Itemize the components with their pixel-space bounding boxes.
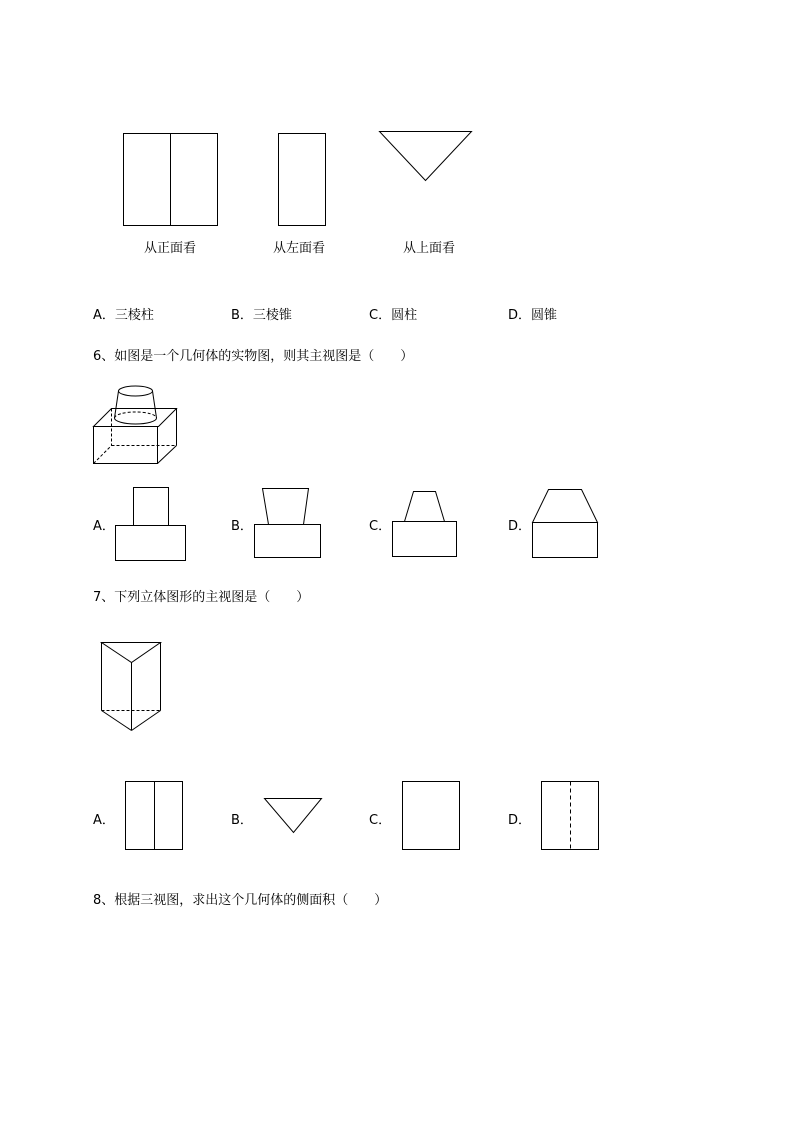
q6-option-d-label[interactable]: D． (508, 519, 532, 534)
q6-option-a-label[interactable]: A． (93, 519, 115, 534)
q6-option-a-figure[interactable] (115, 487, 187, 563)
option-letter: A． (93, 308, 115, 323)
q7-prism-figure (101, 642, 163, 733)
q6-solid-figure (92, 382, 180, 468)
top-view-label: 从上面看 (402, 241, 455, 256)
q7-option-c-label[interactable]: C． (369, 813, 392, 828)
q5-option-b[interactable] (231, 304, 292, 323)
option-text: 圆柱 (391, 308, 418, 323)
q7-option-a-figure[interactable] (125, 781, 184, 852)
top-view-figure (379, 131, 473, 183)
front-view-label: 从正面看 (143, 241, 196, 256)
left-view-label: 从左面看 (272, 241, 325, 256)
q7-option-d-figure[interactable] (541, 781, 600, 852)
option-text: 三棱锥 (252, 308, 292, 323)
left-view-figure (278, 133, 327, 228)
q7-option-b-figure[interactable] (264, 798, 324, 835)
front-view-figure (123, 133, 219, 228)
q7-option-c-figure[interactable] (402, 781, 461, 852)
q5-option-c[interactable] (369, 304, 417, 323)
q5-option-a[interactable] (93, 304, 154, 323)
option-letter: B． (231, 308, 253, 323)
option-letter: D． (508, 308, 532, 323)
q6-option-b-figure[interactable] (254, 488, 322, 560)
question-7-text: 7、下列立体图形的主视图是（ ） (93, 590, 310, 605)
question-8-text: 8、根据三视图，求出这个几何体的侧面积（ ） (93, 893, 388, 908)
q7-option-a-label[interactable]: A． (93, 813, 115, 828)
q7-option-d-label[interactable]: D． (508, 813, 532, 828)
q5-option-d[interactable] (508, 304, 557, 323)
q6-option-d-figure[interactable] (532, 489, 599, 560)
q6-option-c-label[interactable]: C． (369, 519, 392, 534)
q7-option-b-label[interactable]: B． (231, 813, 253, 828)
q6-option-c-figure[interactable] (392, 491, 458, 560)
question-6-text: 6、如图是一个几何体的实物图，则其主视图是（ ） (93, 349, 414, 364)
option-letter: C． (369, 308, 392, 323)
q6-option-b-label[interactable]: B． (231, 519, 253, 534)
option-text: 三棱柱 (114, 308, 154, 323)
option-text: 圆锥 (531, 308, 558, 323)
